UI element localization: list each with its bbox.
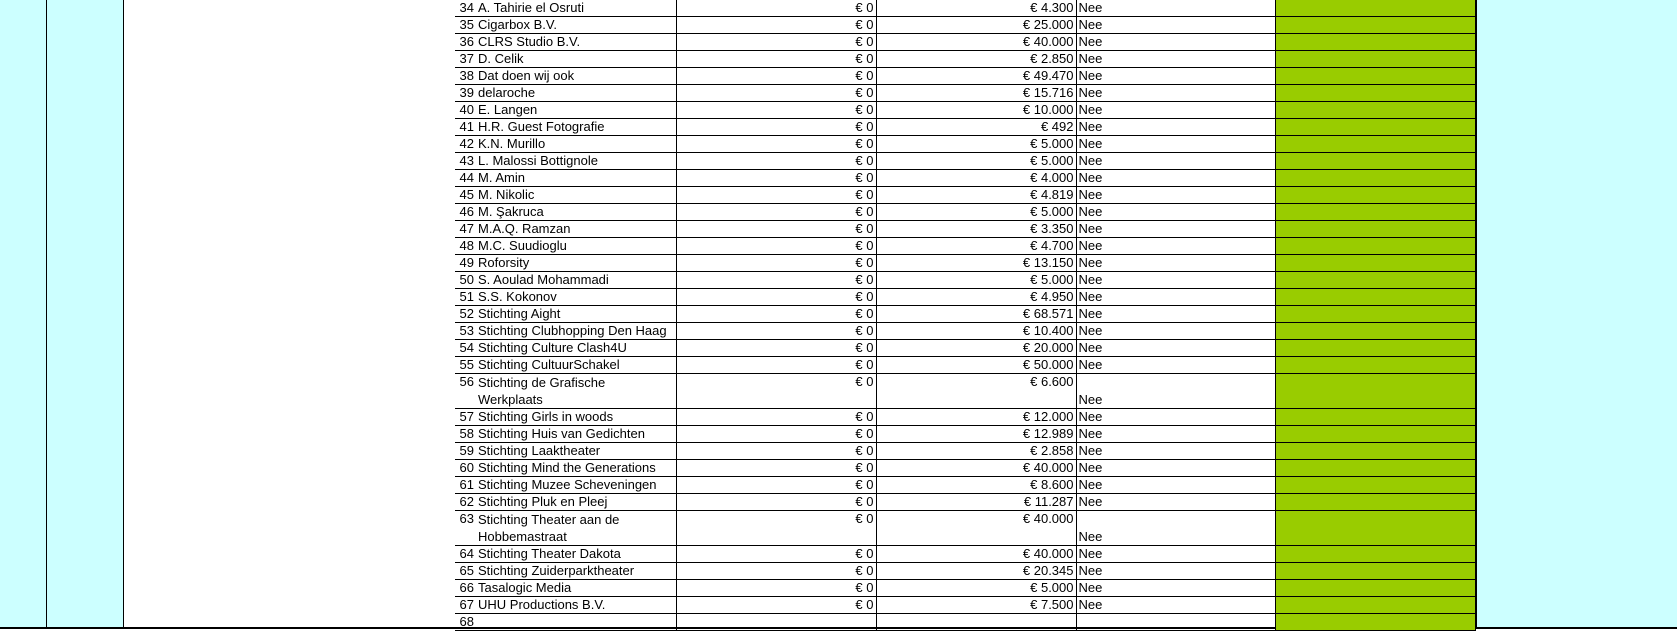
applicant-name-cell[interactable]: UHU Productions B.V. <box>476 597 676 614</box>
status-color-cell[interactable] <box>1275 409 1475 426</box>
right-cyan-column <box>1476 0 1677 629</box>
row-number-cell[interactable]: 55 <box>455 357 476 374</box>
status-cell[interactable]: Nee <box>1076 119 1275 136</box>
granted-amount-cell[interactable]: € 7.500 <box>876 597 1076 614</box>
row-number-cell[interactable]: 35 <box>455 17 476 34</box>
granted-amount-cell[interactable]: € 40.000 <box>876 546 1076 563</box>
applicant-name-cell[interactable]: CLRS Studio B.V. <box>476 34 676 51</box>
status-cell[interactable] <box>1076 614 1275 631</box>
applicant-name-cell[interactable]: Stichting Pluk en Pleej <box>476 494 676 511</box>
granted-amount-cell[interactable]: € 10.400 <box>876 323 1076 340</box>
table-row <box>455 494 1475 511</box>
table-row <box>455 357 1475 374</box>
status-cell[interactable]: Nee <box>1076 340 1275 357</box>
status-cell[interactable]: Nee <box>1076 204 1275 221</box>
row-number-cell[interactable]: 39 <box>455 85 476 102</box>
row-number-cell[interactable]: 65 <box>455 563 476 580</box>
status-color-cell[interactable] <box>1275 306 1475 323</box>
status-cell[interactable]: Nee <box>1076 477 1275 494</box>
table-row <box>455 340 1475 357</box>
granted-amount-cell[interactable]: € 4.950 <box>876 289 1076 306</box>
table-row <box>455 187 1475 204</box>
granted-amount-cell[interactable]: € 40.000 <box>876 511 1076 546</box>
applicant-name-cell[interactable]: Stichting Theater aan de Hobbemastraat <box>476 511 676 546</box>
status-color-cell[interactable] <box>1275 357 1475 374</box>
status-color-cell[interactable] <box>1275 136 1475 153</box>
status-cell[interactable]: Nee <box>1076 306 1275 323</box>
status-cell[interactable]: Nee <box>1076 357 1275 374</box>
table-row <box>455 597 1475 614</box>
status-cell[interactable]: Nee <box>1076 409 1275 426</box>
row-number-cell[interactable]: 66 <box>455 580 476 597</box>
granted-amount-cell[interactable]: € 492 <box>876 119 1076 136</box>
applicant-name-cell[interactable]: S. Aoulad Mohammadi <box>476 272 676 289</box>
status-color-cell[interactable] <box>1275 119 1475 136</box>
row-number-cell[interactable]: 44 <box>455 170 476 187</box>
status-color-cell[interactable] <box>1275 153 1475 170</box>
granted-amount-cell[interactable]: € 5.000 <box>876 136 1076 153</box>
requested-amount-cell[interactable]: € 0 <box>676 409 876 426</box>
table-row <box>455 443 1475 460</box>
table-row <box>455 511 1475 546</box>
requested-amount-cell[interactable]: € 0 <box>676 255 876 272</box>
applicant-name-cell[interactable]: M.C. Suudioglu <box>476 238 676 255</box>
granted-amount-cell[interactable]: € 5.000 <box>876 204 1076 221</box>
applicant-name-cell[interactable]: Roforsity <box>476 255 676 272</box>
applicant-name-cell[interactable]: Stichting Mind the Generations <box>476 460 676 477</box>
row-number-cell[interactable]: 34 <box>455 0 476 17</box>
applicant-name-cell[interactable]: Stichting Theater Dakota <box>476 546 676 563</box>
status-cell[interactable]: Nee <box>1076 272 1275 289</box>
requested-amount-cell[interactable]: € 0 <box>676 187 876 204</box>
row-number-cell[interactable]: 62 <box>455 494 476 511</box>
status-cell[interactable]: Nee <box>1076 289 1275 306</box>
status-cell[interactable]: Nee <box>1076 85 1275 102</box>
row-number-cell[interactable]: 67 <box>455 597 476 614</box>
status-color-cell[interactable] <box>1275 340 1475 357</box>
granted-amount-cell[interactable] <box>876 614 1076 631</box>
applicant-name-cell[interactable]: Stichting Zuiderparktheater <box>476 563 676 580</box>
requested-amount-cell[interactable]: € 0 <box>676 426 876 443</box>
applicant-name-cell[interactable]: D. Celik <box>476 51 676 68</box>
granted-amount-cell[interactable]: € 10.000 <box>876 102 1076 119</box>
granted-amount-cell[interactable]: € 3.350 <box>876 221 1076 238</box>
granted-amount-cell[interactable]: € 13.150 <box>876 255 1076 272</box>
status-cell[interactable]: Nee <box>1076 546 1275 563</box>
status-cell[interactable]: Nee <box>1076 34 1275 51</box>
status-cell[interactable]: Nee <box>1076 17 1275 34</box>
applicant-name-cell[interactable]: delaroche <box>476 85 676 102</box>
requested-amount-cell[interactable]: € 0 <box>676 340 876 357</box>
requested-amount-cell[interactable]: € 0 <box>676 272 876 289</box>
granted-amount-cell[interactable]: € 8.600 <box>876 477 1076 494</box>
applicant-name-cell[interactable]: Dat doen wij ook <box>476 68 676 85</box>
granted-amount-cell[interactable]: € 2.850 <box>876 51 1076 68</box>
requested-amount-cell[interactable]: € 0 <box>676 85 876 102</box>
status-cell[interactable]: Nee <box>1076 187 1275 204</box>
applicant-name-cell[interactable]: Stichting Muzee Scheveningen <box>476 477 676 494</box>
column-divider <box>123 0 124 629</box>
status-color-cell[interactable] <box>1275 323 1475 340</box>
table-row <box>455 255 1475 272</box>
status-color-cell[interactable] <box>1275 272 1475 289</box>
table-row <box>455 238 1475 255</box>
table-row <box>455 221 1475 238</box>
granted-amount-cell[interactable]: € 5.000 <box>876 580 1076 597</box>
requested-amount-cell[interactable]: € 0 <box>676 51 876 68</box>
column-divider <box>46 0 47 629</box>
status-cell[interactable]: Nee <box>1076 323 1275 340</box>
status-color-cell[interactable] <box>1275 563 1475 580</box>
status-color-cell[interactable] <box>1275 187 1475 204</box>
requested-amount-cell[interactable]: € 0 <box>676 238 876 255</box>
applicant-name-cell[interactable]: M.A.Q. Ramzan <box>476 221 676 238</box>
applicant-name-cell[interactable]: M. Nikolic <box>476 187 676 204</box>
table-row <box>455 563 1475 580</box>
table-row <box>455 68 1475 85</box>
requested-amount-cell[interactable]: € 0 <box>676 0 876 17</box>
status-cell[interactable]: Nee <box>1076 494 1275 511</box>
row-number-cell[interactable]: 43 <box>455 153 476 170</box>
status-color-cell[interactable] <box>1275 460 1475 477</box>
row-number-cell[interactable]: 51 <box>455 289 476 306</box>
status-color-cell[interactable] <box>1275 221 1475 238</box>
table-row <box>455 51 1475 68</box>
granted-amount-cell[interactable]: € 40.000 <box>876 34 1076 51</box>
status-cell[interactable]: Nee <box>1076 426 1275 443</box>
row-number-cell[interactable]: 50 <box>455 272 476 289</box>
granted-amount-cell[interactable]: € 6.600 <box>876 374 1076 409</box>
row-number-cell[interactable]: 68 <box>455 614 476 631</box>
status-cell[interactable]: Nee <box>1076 153 1275 170</box>
requested-amount-cell[interactable]: € 0 <box>676 323 876 340</box>
requested-amount-cell[interactable]: € 0 <box>676 477 876 494</box>
table-row <box>455 102 1475 119</box>
table-row <box>455 306 1475 323</box>
requested-amount-cell[interactable]: € 0 <box>676 580 876 597</box>
status-color-cell[interactable] <box>1275 85 1475 102</box>
granted-amount-cell[interactable]: € 25.000 <box>876 17 1076 34</box>
table-row <box>455 477 1475 494</box>
row-number-cell[interactable]: 64 <box>455 546 476 563</box>
table-row <box>455 34 1475 51</box>
requested-amount-cell[interactable]: € 0 <box>676 289 876 306</box>
row-number-cell[interactable]: 59 <box>455 443 476 460</box>
row-number-cell[interactable]: 47 <box>455 221 476 238</box>
requested-amount-cell[interactable]: € 0 <box>676 170 876 187</box>
granted-amount-cell[interactable]: € 50.000 <box>876 357 1076 374</box>
granted-amount-cell[interactable]: € 11.287 <box>876 494 1076 511</box>
status-color-cell[interactable] <box>1275 374 1475 409</box>
row-number-cell[interactable]: 41 <box>455 119 476 136</box>
applicant-name-cell[interactable]: E. Langen <box>476 102 676 119</box>
table-row <box>455 0 1475 17</box>
status-color-cell[interactable] <box>1275 68 1475 85</box>
applicant-name-cell[interactable]: S.S. Kokonov <box>476 289 676 306</box>
table-row <box>455 204 1475 221</box>
granted-amount-cell[interactable]: € 5.000 <box>876 272 1076 289</box>
row-number-cell[interactable]: 60 <box>455 460 476 477</box>
requested-amount-cell[interactable]: € 0 <box>676 494 876 511</box>
requested-amount-cell[interactable]: € 0 <box>676 221 876 238</box>
row-number-cell[interactable]: 56 <box>455 374 476 409</box>
applicant-name-cell[interactable]: H.R. Guest Fotografie <box>476 119 676 136</box>
applicant-name-cell[interactable]: Stichting CultuurSchakel <box>476 357 676 374</box>
row-number-cell[interactable]: 37 <box>455 51 476 68</box>
applicant-name-cell[interactable]: Stichting Clubhopping Den Haag <box>476 323 676 340</box>
status-color-cell[interactable] <box>1275 34 1475 51</box>
status-cell[interactable]: Nee <box>1076 443 1275 460</box>
status-color-cell[interactable] <box>1275 597 1475 614</box>
requested-amount-cell[interactable]: € 0 <box>676 153 876 170</box>
row-number-cell[interactable]: 36 <box>455 34 476 51</box>
applicant-name-cell[interactable]: M. Şakruca <box>476 204 676 221</box>
status-cell[interactable]: Nee <box>1076 51 1275 68</box>
row-number-cell[interactable]: 49 <box>455 255 476 272</box>
applicant-name-cell[interactable]: Stichting Culture Clash4U <box>476 340 676 357</box>
status-color-cell[interactable] <box>1275 511 1475 546</box>
granted-amount-cell[interactable]: € 12.989 <box>876 426 1076 443</box>
granted-amount-cell[interactable]: € 12.000 <box>876 409 1076 426</box>
row-number-cell[interactable]: 40 <box>455 102 476 119</box>
status-cell[interactable]: Nee <box>1076 68 1275 85</box>
granted-amount-cell[interactable]: € 20.000 <box>876 340 1076 357</box>
row-number-cell[interactable]: 42 <box>455 136 476 153</box>
status-color-cell[interactable] <box>1275 102 1475 119</box>
status-cell[interactable]: Nee <box>1076 238 1275 255</box>
status-cell[interactable]: Nee <box>1076 221 1275 238</box>
table-row <box>455 119 1475 136</box>
status-cell[interactable]: Nee <box>1076 255 1275 272</box>
requested-amount-cell[interactable]: € 0 <box>676 597 876 614</box>
requested-amount-cell[interactable]: € 0 <box>676 374 876 409</box>
status-color-cell[interactable] <box>1275 170 1475 187</box>
granted-amount-cell[interactable]: € 20.345 <box>876 563 1076 580</box>
table-row <box>455 136 1475 153</box>
status-cell[interactable]: Nee <box>1076 0 1275 17</box>
applicant-name-cell[interactable]: K.N. Murillo <box>476 136 676 153</box>
requested-amount-cell[interactable]: € 0 <box>676 17 876 34</box>
requested-amount-cell[interactable]: € 0 <box>676 357 876 374</box>
status-cell[interactable]: Nee <box>1076 136 1275 153</box>
table-row <box>455 323 1475 340</box>
column-divider <box>1476 0 1477 629</box>
granted-amount-cell[interactable]: € 5.000 <box>876 153 1076 170</box>
requested-amount-cell[interactable]: € 0 <box>676 460 876 477</box>
requested-amount-cell[interactable]: € 0 <box>676 68 876 85</box>
row-number-cell[interactable]: 53 <box>455 323 476 340</box>
status-color-cell[interactable] <box>1275 477 1475 494</box>
row-number-cell[interactable]: 57 <box>455 409 476 426</box>
table-row <box>455 426 1475 443</box>
requested-amount-cell[interactable]: € 0 <box>676 34 876 51</box>
requested-amount-cell[interactable]: € 0 <box>676 102 876 119</box>
requested-amount-cell[interactable]: € 0 <box>676 546 876 563</box>
status-color-cell[interactable] <box>1275 238 1475 255</box>
requested-amount-cell[interactable]: € 0 <box>676 563 876 580</box>
table-row <box>455 289 1475 306</box>
applicant-name-cell[interactable]: Tasalogic Media <box>476 580 676 597</box>
requested-amount-cell[interactable]: € 0 <box>676 119 876 136</box>
status-color-cell[interactable] <box>1275 443 1475 460</box>
table-row <box>455 374 1475 409</box>
applicant-name-cell[interactable]: Stichting Huis van Gedichten <box>476 426 676 443</box>
table-row <box>455 85 1475 102</box>
table-row <box>455 272 1475 289</box>
status-color-cell[interactable] <box>1275 614 1475 631</box>
row-number-cell[interactable]: 52 <box>455 306 476 323</box>
requested-amount-cell[interactable]: € 0 <box>676 136 876 153</box>
requested-amount-cell[interactable]: € 0 <box>676 443 876 460</box>
status-cell[interactable]: Nee <box>1076 460 1275 477</box>
applicant-name-cell[interactable]: M. Amin <box>476 170 676 187</box>
status-cell[interactable]: Nee <box>1076 597 1275 614</box>
table-row <box>455 580 1475 597</box>
applicant-name-cell[interactable]: Cigarbox B.V. <box>476 17 676 34</box>
status-cell[interactable]: Nee <box>1076 170 1275 187</box>
row-number-cell[interactable]: 61 <box>455 477 476 494</box>
granted-amount-cell[interactable]: € 4.819 <box>876 187 1076 204</box>
requested-amount-cell[interactable]: € 0 <box>676 511 876 546</box>
status-color-cell[interactable] <box>1275 204 1475 221</box>
table-row <box>455 546 1475 563</box>
granted-amount-cell[interactable]: € 49.470 <box>876 68 1076 85</box>
applicant-name-cell[interactable] <box>476 614 676 631</box>
status-color-cell[interactable] <box>1275 494 1475 511</box>
row-number-cell[interactable]: 63 <box>455 511 476 546</box>
applications-table <box>455 0 1476 631</box>
table-row <box>455 170 1475 187</box>
table-row <box>455 17 1475 34</box>
table-row <box>455 614 1475 631</box>
row-number-cell[interactable]: 38 <box>455 68 476 85</box>
row-number-cell[interactable]: 46 <box>455 204 476 221</box>
status-cell[interactable]: Nee <box>1076 563 1275 580</box>
requested-amount-cell[interactable] <box>676 614 876 631</box>
left-cyan-column <box>0 0 123 629</box>
applicant-name-cell[interactable]: A. Tahirie el Osruti <box>476 0 676 17</box>
granted-amount-cell[interactable]: € 2.858 <box>876 443 1076 460</box>
applicant-name-cell[interactable]: Stichting Aight <box>476 306 676 323</box>
status-cell[interactable]: Nee <box>1076 580 1275 597</box>
row-number-cell[interactable]: 48 <box>455 238 476 255</box>
table-row <box>455 460 1475 477</box>
status-color-cell[interactable] <box>1275 51 1475 68</box>
applicant-name-cell[interactable]: L. Malossi Bottignole <box>476 153 676 170</box>
granted-amount-cell[interactable]: € 15.716 <box>876 85 1076 102</box>
table-row <box>455 153 1475 170</box>
status-cell[interactable]: Nee <box>1076 511 1275 546</box>
status-color-cell[interactable] <box>1275 17 1475 34</box>
status-color-cell[interactable] <box>1275 0 1475 17</box>
applicant-name-cell[interactable]: Stichting de Grafische Werkplaats <box>476 374 676 409</box>
requested-amount-cell[interactable]: € 0 <box>676 306 876 323</box>
table-row <box>455 409 1475 426</box>
status-color-cell[interactable] <box>1275 255 1475 272</box>
applicant-name-cell[interactable]: Stichting Laaktheater <box>476 443 676 460</box>
granted-amount-cell[interactable]: € 4.300 <box>876 0 1076 17</box>
applicant-name-cell[interactable]: Stichting Girls in woods <box>476 409 676 426</box>
status-color-cell[interactable] <box>1275 289 1475 306</box>
status-color-cell[interactable] <box>1275 546 1475 563</box>
granted-amount-cell[interactable]: € 4.700 <box>876 238 1076 255</box>
granted-amount-cell[interactable]: € 40.000 <box>876 460 1076 477</box>
status-cell[interactable]: Nee <box>1076 102 1275 119</box>
status-color-cell[interactable] <box>1275 426 1475 443</box>
requested-amount-cell[interactable]: € 0 <box>676 204 876 221</box>
granted-amount-cell[interactable]: € 68.571 <box>876 306 1076 323</box>
row-number-cell[interactable]: 54 <box>455 340 476 357</box>
status-color-cell[interactable] <box>1275 580 1475 597</box>
row-number-cell[interactable]: 58 <box>455 426 476 443</box>
row-number-cell[interactable]: 45 <box>455 187 476 204</box>
status-cell[interactable]: Nee <box>1076 374 1275 409</box>
granted-amount-cell[interactable]: € 4.000 <box>876 170 1076 187</box>
